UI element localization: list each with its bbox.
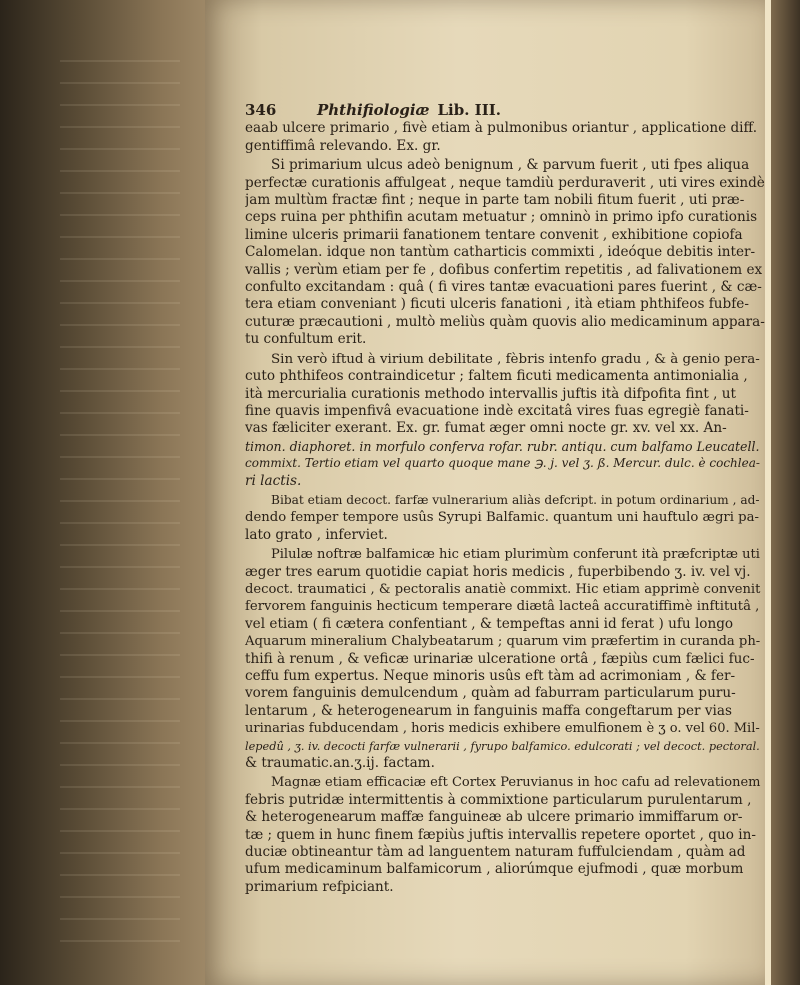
text-line: ceps ruina per phthifin acutam metuatur ; omninò in primo ipfo curationis [245, 209, 758, 226]
text-line: fine quavis impenfivâ evacuatione indè excitatâ vires fuas egregiè fanati- [245, 402, 749, 419]
text-line: lepedû , ʒ. iv. decocti farfæ vulnerarii , fyrupo balfamico. edulcorati ; vel decoct. pectoral. [245, 739, 760, 753]
paragraph [245, 546, 765, 772]
book-label: Lib. III. [437, 101, 501, 119]
text-line: perfectæ curationis affulgeat , neque tamdiù perduraverit , uti vires exindè [245, 174, 765, 191]
text-line: vel etiam ( fi cætera confentiant , & tempeftas anni id ferat ) ufu longo [245, 615, 734, 632]
paragraph [245, 157, 765, 348]
text-line: urinarias fubducendam , horis medicis exhibere emulfionem è ʒ o. vel 60. Mil- [245, 721, 760, 737]
running-head [317, 102, 501, 119]
text-line: Calomelan. idque non tantùm catharticis commixti , ideóque debitis inter- [245, 244, 756, 261]
text-line: tu confultum erit. [245, 331, 367, 348]
scan-background-left [0, 0, 230, 985]
text-line: Pilulæ noftræ balfamicæ hic etiam plurimùm conferunt ità præfcriptæ uti [271, 547, 760, 563]
text-line: & traumatic.an.ʒ.ij. factam. [245, 755, 435, 772]
page-edge [765, 0, 771, 985]
page-number: 346 [245, 101, 277, 119]
text-line: confulto excitandam : quâ ( fi vires tantæ evacuationi pares fuerint , & cæ- [245, 279, 762, 296]
text-line: primarium refpiciant. [245, 878, 394, 895]
page-text-block [245, 102, 765, 896]
text-line: lentarum , & heterogenearum in fanguinis maffa congeftarum per vias [245, 702, 732, 719]
text-line: decoct. traumatici , & pectoralis anatiè commixt. Hic etiam apprimè convenit [245, 581, 761, 597]
text-line: timon. diaphoret. in morfulo conferva rofar. rubr. antiqu. cum balfamo Leucatell. [245, 438, 760, 454]
text-line: ufum medicaminum balfamicorum , aliorúmque ejufmodi , quæ morbum [245, 861, 744, 878]
text-line: Magnæ etiam efficaciæ eft Cortex Peruvianus in hoc cafu ad relevationem [271, 775, 761, 791]
book-page [205, 0, 770, 985]
text-line: vallis ; verùm etiam per fe , dofibus confertim repetitis , ad falivationem ex [245, 261, 763, 278]
paragraph [245, 774, 765, 896]
text-line: Si primarium ulcus adeò benignum , & parvum fuerit , uti fpes aliqua [271, 157, 750, 174]
text-line: duciæ obtineantur tàm ad languentem naturam fuffulciendam , quàm ad [245, 844, 746, 861]
text-line: Sin verò iftud à virium debilitate , fèbris intenfo gradu , & à genio pera- [271, 351, 760, 367]
text-line: & heterogenearum maffæ fanguineæ ab ulcere primario immiffarum or- [245, 809, 743, 826]
text-line: tera etiam conveniant ) ficuti ulceris fanationi , ità etiam phthifeos fubfe- [245, 296, 749, 313]
facing-page-bleed [60, 60, 180, 960]
text-line: Bibat etiam decoct. farfæ vulnerarium aliàs defcript. in potum ordinarium , ad- [271, 492, 760, 507]
text-line: fervorem fanguinis hecticum temperare diætâ lacteâ accuratiffimè inftitutâ , [245, 599, 760, 615]
text-line: Aquarum mineralium Chalybeatarum ; quarum vim præfertim in curanda ph- [245, 634, 761, 650]
text-line: jam multùm fractæ fint ; neque in parte tam nobili fitum fuerit , uti præ- [245, 192, 745, 209]
text-line: ità mercurialia curationis methodo intervallis juftis ità difpofita fint , ut [245, 385, 736, 402]
text-line: ceffu fum expertus. Neque minoris usûs eft tàm ad acrimoniam , & fer- [245, 668, 736, 684]
paragraph [245, 120, 765, 155]
page-header [245, 102, 765, 119]
text-line: cuturæ præcautioni , multò meliùs quàm quovis alio medicaminum appara- [245, 313, 765, 330]
text-line: febris putridæ intermittentis à commixtione particularum purulentarum , [245, 791, 752, 808]
paragraph [245, 492, 765, 544]
paragraph [245, 351, 765, 490]
text-line: æger tres earum quotidie capiat horis medicis , fuperbibendo ʒ. iv. vel vj. [245, 563, 751, 580]
text-line: cuto phthifeos contraindicetur ; faltem ficuti medicamenta antimonialia , [245, 368, 748, 385]
text-line: limine ulceris primarii fanationem tentare convenit , exhibitione copiofa [245, 226, 743, 243]
text-line: vas fæliciter exerant. Ex. gr. fumat æger omni nocte gr. xv. vel xx. An- [245, 420, 727, 437]
text-line: thifi à renum , & veficæ urinariæ ulceratione ortâ , fæpiùs cum fælici fuc- [245, 650, 755, 667]
running-head-title: Phthifiologiæ [317, 101, 430, 119]
text-line: commixt. Tertio etiam vel quarto quoque mane ℈. j. vel ʒ. ß. Mercur. dulc. è cochlea- [245, 456, 760, 471]
text-line: ri lactis. [245, 472, 302, 489]
text-line: tæ ; quem in hunc finem fæpiùs juftis intervallis repetere oportet , quo in- [245, 826, 756, 843]
text-line: lato grato , inferviet. [245, 526, 388, 543]
text-line: vorem fanguinis demulcendum , quàm ad faburram particularum puru- [245, 685, 736, 702]
text-line: dendo femper tempore usûs Syrupi Balfamic. quantum uni hauftulo ægri pa- [245, 510, 759, 526]
text-line: gentiffimâ relevando. Ex. gr. [245, 137, 441, 154]
text-line: eaab ulcere primario , fivè etiam à pulmonibus oriantur , applicatione diff. [245, 120, 758, 137]
